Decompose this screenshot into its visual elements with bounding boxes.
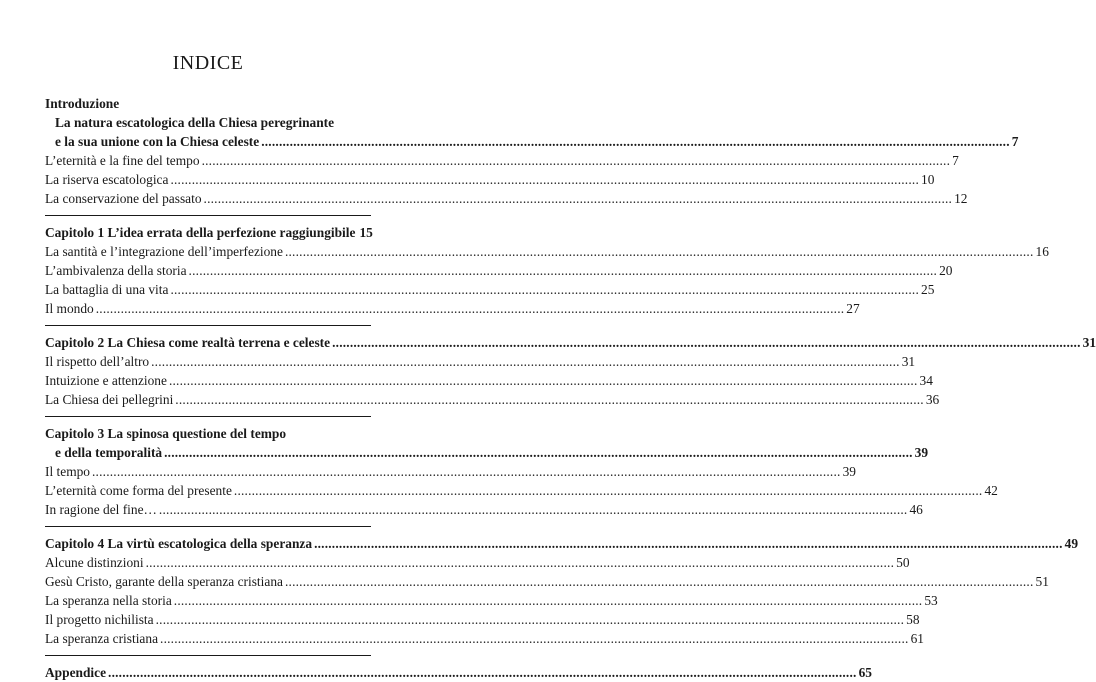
- toc-entry-title: Il tempo: [45, 464, 90, 479]
- toc-page-number: 31: [1082, 335, 1096, 350]
- toc-entry: [45, 170, 935, 189]
- toc-page-number: 50: [896, 555, 910, 570]
- toc-page-number: 61: [910, 631, 924, 646]
- dot-leader: [156, 610, 905, 629]
- toc-page-number: 16: [1035, 244, 1049, 259]
- toc-entry: [45, 591, 938, 610]
- toc-entry-title: Capitolo 2 La Chiesa come realtà terrena e celeste: [45, 335, 331, 350]
- dot-leader: [151, 352, 900, 371]
- toc-entry-title: Capitolo 4 La virtù escatologica della speranza: [45, 536, 313, 551]
- toc-heading: [45, 113, 371, 132]
- toc-entry-title: Capitolo 3 La spinosa questione del tempo: [45, 426, 287, 441]
- toc-entry: [45, 242, 1049, 261]
- toc-heading: [45, 443, 929, 462]
- dot-leader: [314, 534, 1063, 553]
- section-divider: [45, 526, 371, 527]
- toc-entry-title: L’eternità e la fine del tempo: [45, 153, 200, 168]
- toc-entry-title: La natura escatologica della Chiesa peregrinante: [55, 115, 335, 130]
- toc-entry: [45, 261, 953, 280]
- section-divider: [45, 325, 371, 326]
- toc-page-number: 39: [914, 445, 929, 460]
- toc-entry: [45, 390, 940, 409]
- toc-page-number: 49: [1064, 536, 1079, 551]
- toc-heading: [45, 132, 1019, 151]
- toc-entry: [45, 371, 933, 390]
- toc-entry: [45, 629, 924, 648]
- toc-entry: [45, 553, 910, 572]
- dot-leader: [159, 500, 908, 519]
- toc-page-number: 12: [954, 191, 968, 206]
- section-divider: [45, 655, 371, 656]
- toc-entry: [45, 299, 860, 318]
- toc-page-number: 58: [906, 612, 920, 627]
- toc-entry-title: e della temporalità: [55, 445, 163, 460]
- toc-entry-title: Capitolo 1 L’idea errata della perfezione raggiungibile: [45, 225, 356, 240]
- toc-entry-title: La speranza nella storia: [45, 593, 172, 608]
- section-divider: [45, 215, 371, 216]
- dot-leader: [160, 629, 909, 648]
- toc-heading: [45, 333, 1096, 352]
- toc-entry: [45, 280, 935, 299]
- toc-page-number: 7: [952, 153, 959, 168]
- dot-leader: [234, 481, 983, 500]
- dot-leader: [108, 663, 857, 682]
- page-title: INDICE: [172, 52, 244, 74]
- toc-entry: [45, 352, 916, 371]
- toc-heading: [45, 534, 1079, 553]
- toc-page-number: 46: [909, 502, 923, 517]
- toc-entry-title: Il mondo: [45, 301, 94, 316]
- toc-page-number: 65: [858, 665, 872, 680]
- toc-heading: [45, 223, 371, 242]
- toc-page-number: 20: [939, 263, 953, 278]
- section-divider: [45, 416, 371, 417]
- dot-leader: [204, 189, 953, 208]
- toc-entry-title: Introduzione: [45, 96, 120, 111]
- toc-page-number: 10: [921, 172, 935, 187]
- dot-leader: [96, 299, 845, 318]
- toc-heading: [45, 94, 371, 113]
- toc-page-number: 36: [925, 392, 940, 407]
- toc-page-number: 51: [1035, 574, 1049, 589]
- dot-leader: [169, 371, 918, 390]
- toc-page-number: 42: [984, 483, 998, 498]
- toc-entry: [45, 151, 959, 170]
- toc-entry-title: La battaglia di una vita: [45, 282, 169, 297]
- toc-page-number: 7: [1011, 134, 1019, 149]
- toc-page-number: 25: [921, 282, 935, 297]
- toc-entry-title: La riserva escatologica: [45, 172, 169, 187]
- toc-entry: [45, 462, 856, 481]
- dot-leader: [170, 280, 919, 299]
- toc-heading: [45, 663, 872, 682]
- toc-heading: [45, 424, 371, 443]
- toc-entry: [45, 481, 998, 500]
- dot-leader: [174, 591, 923, 610]
- toc-entry-title: In ragione del fine…: [45, 502, 157, 517]
- toc-entry-title: Intuizione e attenzione: [45, 373, 167, 388]
- toc-entry-title: L’eternità come forma del presente: [45, 483, 232, 498]
- dot-leader: [146, 553, 895, 572]
- toc-entry-title: Alcune distinzioni: [45, 555, 144, 570]
- toc-entry-title: La conservazione del passato: [45, 191, 202, 206]
- toc-entry-title: La Chiesa dei pellegrini: [45, 392, 174, 407]
- dot-leader: [170, 170, 919, 189]
- toc-entry-title: Il progetto nichilista: [45, 612, 154, 627]
- dot-leader: [189, 261, 938, 280]
- toc-entry-title: e la sua unione con la Chiesa celeste: [55, 134, 260, 149]
- dot-leader: [164, 443, 913, 462]
- toc-page-number: 31: [901, 354, 916, 369]
- toc-entry: [45, 572, 1049, 591]
- toc-entry-title: L’ambivalenza della storia: [45, 263, 187, 278]
- dot-leader: [202, 151, 951, 170]
- dot-leader: [332, 333, 1081, 352]
- toc-entry: [45, 189, 968, 208]
- toc-entry-title: Il rispetto dell’altro: [45, 354, 150, 369]
- dot-leader: [285, 572, 1034, 591]
- toc-page-number: 39: [842, 464, 856, 479]
- dot-leader: [261, 132, 1010, 151]
- toc-page-number: 53: [924, 593, 938, 608]
- dot-leader: [175, 390, 924, 409]
- dot-leader: [92, 462, 841, 481]
- toc-page-number: 27: [846, 301, 860, 316]
- toc-page-number: 15: [359, 225, 373, 240]
- toc-entry-title: La santità e l’integrazione dell’imperfezione: [45, 244, 283, 259]
- toc-page-number: 34: [919, 373, 933, 388]
- toc-entry-title: Appendice: [45, 665, 107, 680]
- toc-entry-title: La speranza cristiana: [45, 631, 159, 646]
- toc-entry: [45, 610, 920, 629]
- table-of-contents: [45, 94, 1096, 682]
- toc-entry: [45, 500, 923, 519]
- dot-leader: [285, 242, 1034, 261]
- toc-entry-title: Gesù Cristo, garante della speranza cristiana: [45, 574, 283, 589]
